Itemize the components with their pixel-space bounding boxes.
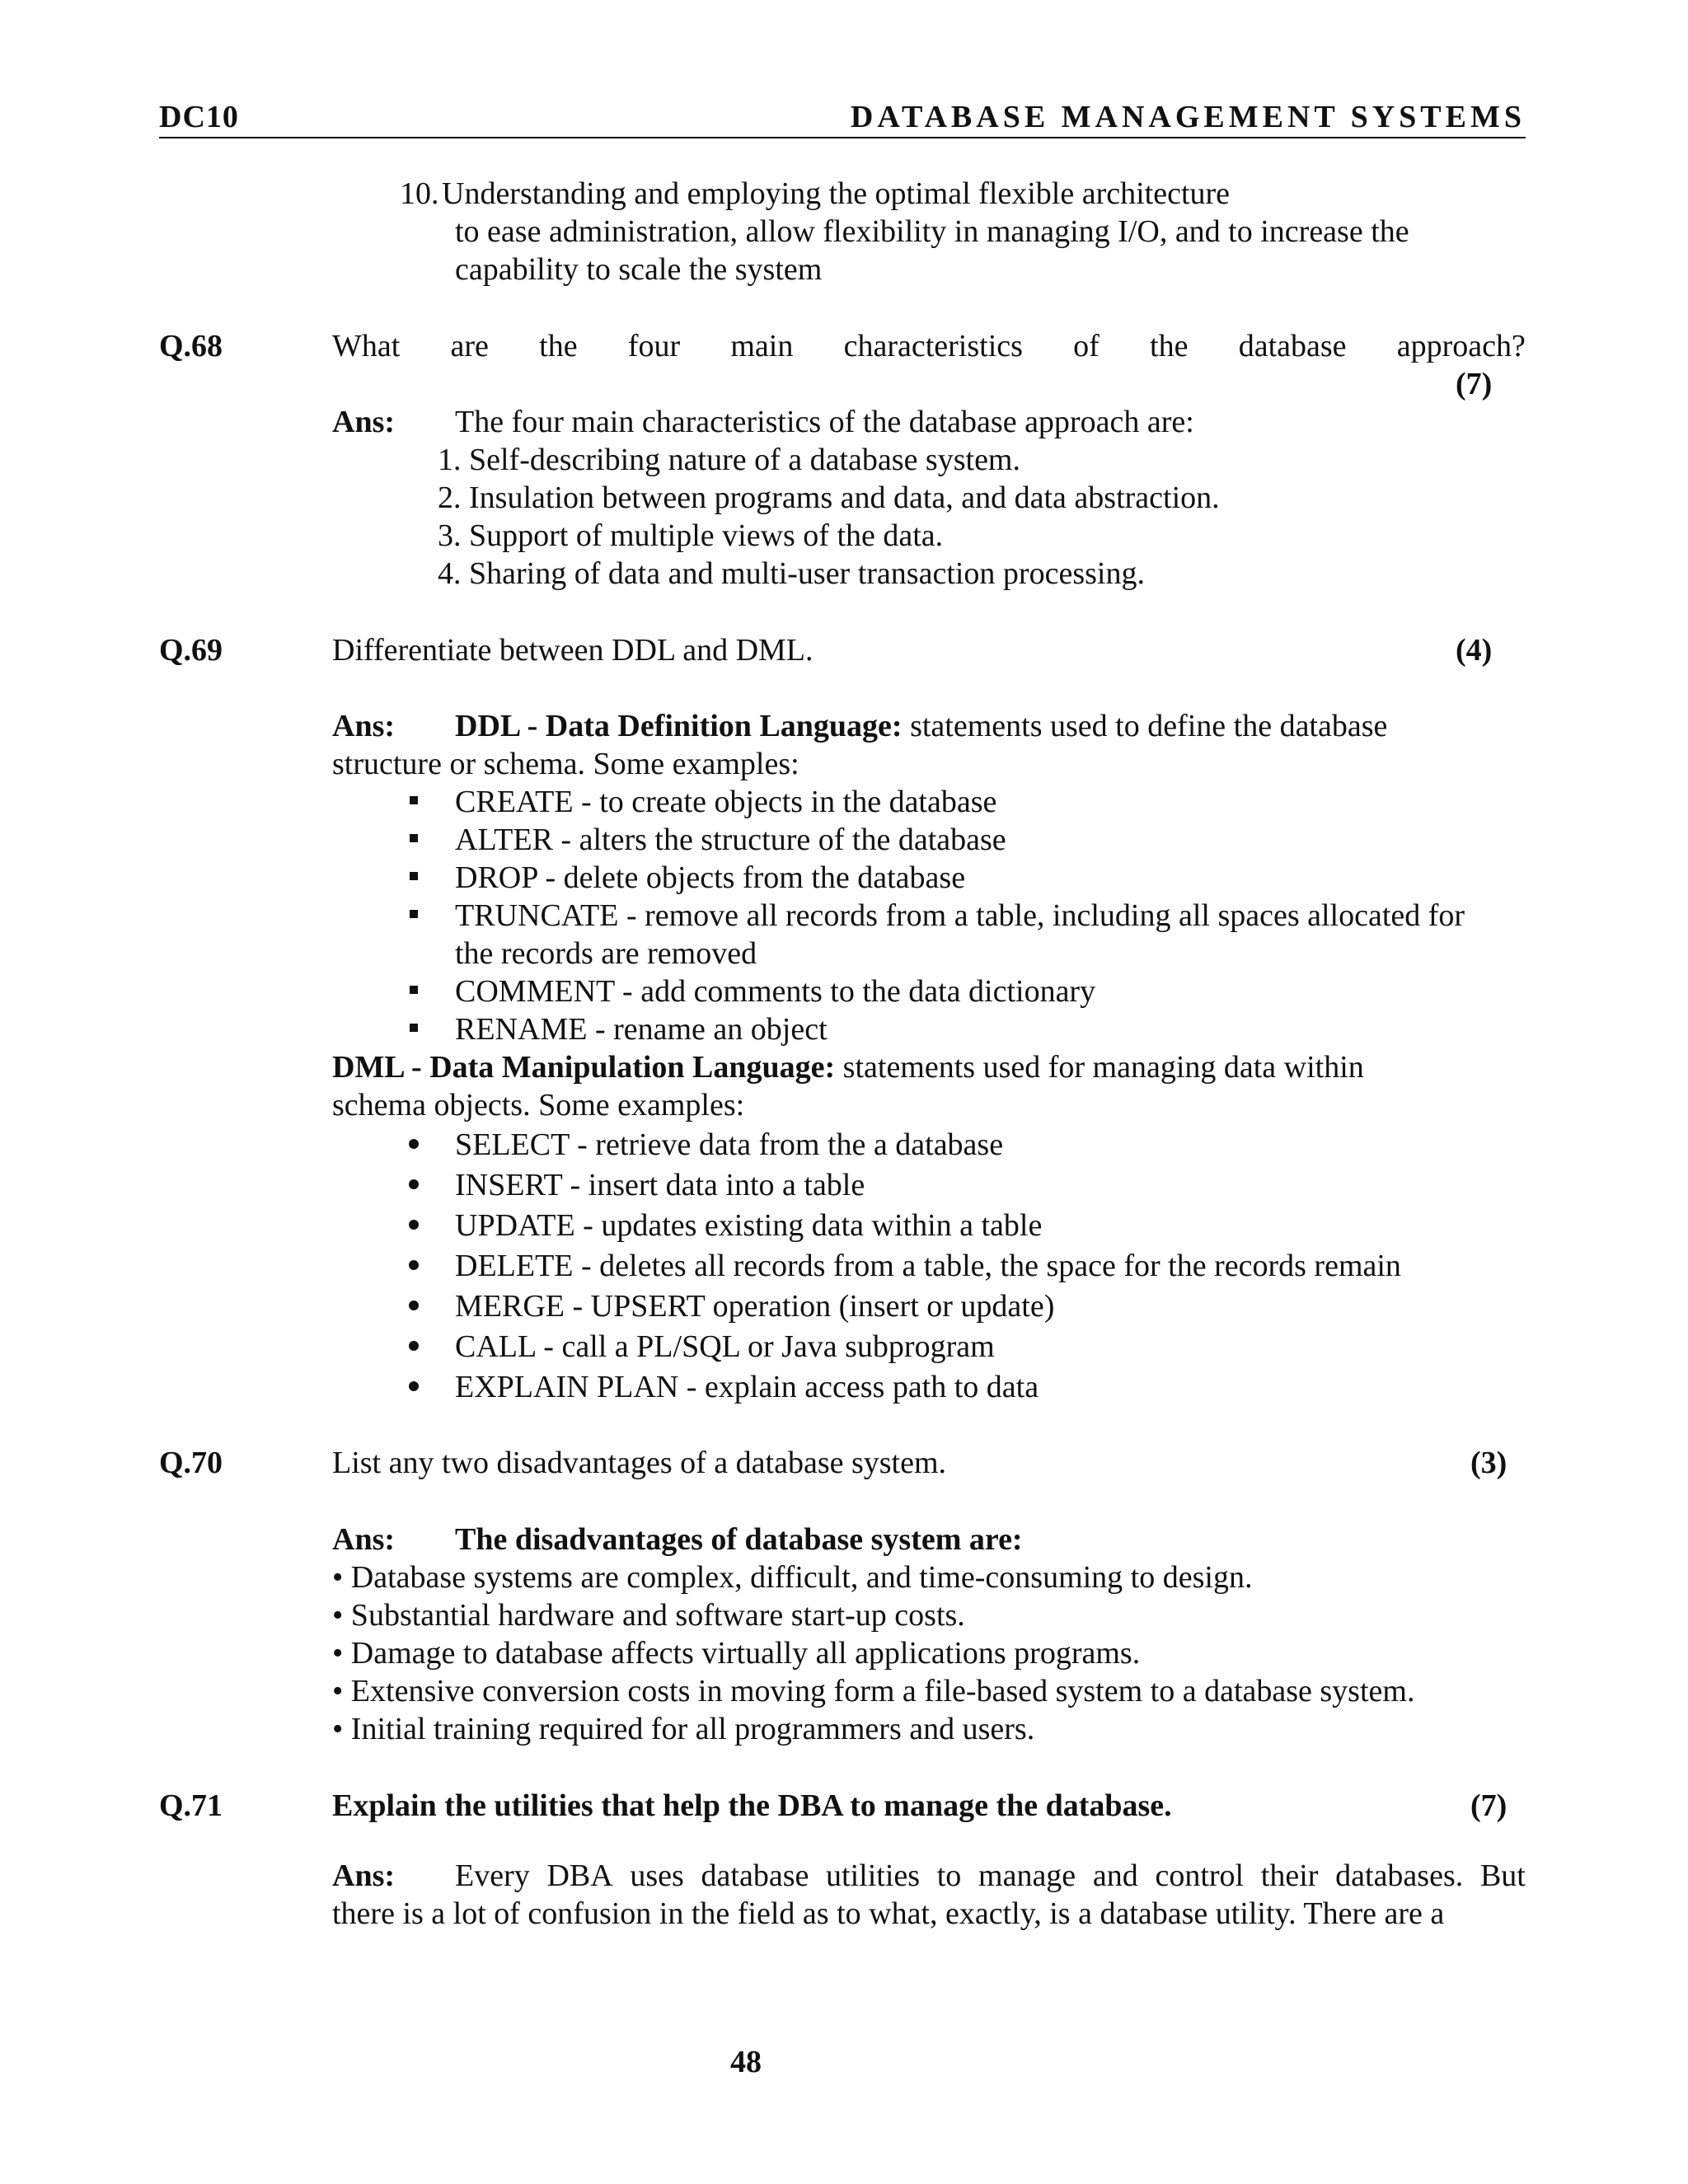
header-course-code: DC10 [159, 100, 239, 134]
dml-item: DELETE - deletes all records from a table, the space for the records remain [455, 1249, 1401, 1283]
square-bullet-icon [410, 986, 418, 994]
q71-word: their [1260, 1858, 1319, 1893]
q70-marks: (3) [1470, 1446, 1507, 1480]
intro-line-3: capability to scale the system [455, 252, 823, 287]
dml-item: UPDATE - updates existing data within a table [455, 1208, 1043, 1243]
q68-word: the [1150, 329, 1189, 363]
q68-item: 1. Self-describing nature of a database system. [438, 443, 1020, 477]
round-bullet-icon [409, 1220, 419, 1230]
q68-word: the [539, 329, 578, 363]
q70-item: • Damage to database affects virtually all applications programs. [332, 1636, 1141, 1671]
square-bullet-icon [410, 1024, 418, 1032]
q71-ans-label: Ans: [332, 1858, 396, 1893]
square-bullet-icon [410, 910, 418, 918]
q71-word: and [1092, 1858, 1138, 1893]
square-bullet-icon [410, 796, 418, 804]
dml-item: MERGE - UPSERT operation (insert or update) [455, 1289, 1055, 1324]
page-number: 48 [730, 2045, 762, 2079]
q68-word: approach? [1396, 329, 1526, 363]
q71-word: databases. [1335, 1858, 1464, 1893]
q69-number: Q.69 [159, 633, 223, 668]
q71-answer-line-1 [455, 1857, 1526, 1895]
square-bullet-icon [410, 834, 418, 842]
q68-item: 3. Support of multiple views of the data. [438, 518, 944, 553]
q69-ddl-line-1 [455, 707, 1387, 745]
header-title: DATABASE MANAGEMENT SYSTEMS [850, 100, 1526, 134]
q68-word: database [1238, 329, 1347, 363]
q70-number: Q.70 [159, 1446, 223, 1480]
q71-word: database [701, 1858, 809, 1893]
q70-item: • Initial training required for all programmers and users. [332, 1712, 1035, 1746]
q71-question: Explain the utilities that help the DBA to manage the database. [332, 1788, 1172, 1823]
q68-question [332, 327, 1526, 365]
round-bullet-icon [409, 1301, 419, 1310]
q69-ddl-line-2: structure or schema. Some examples: [332, 747, 799, 781]
q68-number: Q.68 [159, 329, 223, 363]
q68-word: characteristics [843, 329, 1023, 363]
ddl-item: ALTER - alters the structure of the database [455, 823, 1006, 857]
q71-word: Every [455, 1858, 530, 1893]
dml-item: CALL - call a PL/SQL or Java subprogram [455, 1329, 995, 1364]
ddl-item: DROP - delete objects from the database [455, 860, 966, 895]
round-bullet-icon [409, 1139, 419, 1149]
q71-marks: (7) [1470, 1788, 1507, 1823]
q68-word: of [1073, 329, 1100, 363]
intro-line-2: to ease administration, allow flexibility in managing I/O, and to increase the [455, 214, 1409, 249]
q71-word: control [1155, 1858, 1245, 1893]
dml-item: SELECT - retrieve data from the a database [455, 1127, 1004, 1162]
ddl-item: TRUNCATE - remove all records from a table, including all spaces allocated for [455, 898, 1465, 933]
q68-word: What [332, 329, 401, 363]
q70-item: • Substantial hardware and software start-up costs. [332, 1598, 965, 1633]
q69-marks: (4) [1456, 633, 1493, 668]
q68-ans-label: Ans: [332, 405, 396, 439]
q71-word: manage [978, 1858, 1076, 1893]
q68-word: are [450, 329, 489, 363]
q68-item: 4. Sharing of data and multi-user transaction processing. [438, 556, 1145, 591]
q70-item: • Database systems are complex, difficult, and time-consuming to design. [332, 1560, 1253, 1595]
ddl-item-continuation: the records are removed [455, 936, 757, 971]
q71-word: But [1479, 1858, 1526, 1893]
dml-description: statements used for managing data within [835, 1050, 1364, 1085]
round-bullet-icon [409, 1260, 419, 1270]
q68-word: main [730, 329, 794, 363]
q69-dml-line-1 [332, 1048, 1364, 1086]
q68-item: 2. Insulation between programs and data, and data abstraction. [438, 480, 1220, 515]
q68-ans-intro: The four main characteristics of the database approach are: [455, 405, 1194, 439]
intro-item-number: 10. [400, 176, 439, 211]
q71-word: utilities [826, 1858, 921, 1893]
q70-ans-heading: The disadvantages of database system are: [455, 1522, 1023, 1557]
ddl-item: CREATE - to create objects in the database [455, 785, 997, 819]
q71-number: Q.71 [159, 1788, 223, 1823]
ddl-item: COMMENT - add comments to the data dictionary [455, 974, 1096, 1009]
dml-heading: DML - Data Manipulation Language: [332, 1050, 836, 1085]
dml-item: EXPLAIN PLAN - explain access path to data [455, 1370, 1039, 1404]
q70-item: • Extensive conversion costs in moving form a file-based system to a database system. [332, 1674, 1415, 1708]
square-bullet-icon [410, 872, 418, 880]
running-header [159, 99, 1526, 138]
q71-word: uses [630, 1858, 684, 1893]
q71-word: to [936, 1858, 962, 1893]
ddl-heading: DDL - Data Definition Language: [455, 709, 903, 743]
q71-word: DBA [546, 1858, 613, 1893]
q70-question: List any two disadvantages of a database system. [332, 1446, 947, 1480]
intro-line-1: Understanding and employing the optimal flexible architecture [442, 176, 1231, 211]
q68-word: four [627, 329, 681, 363]
round-bullet-icon [409, 1179, 419, 1189]
q71-answer-line-2: there is a lot of confusion in the field as to what, exactly, is a database utility. There are a [332, 1896, 1445, 1931]
round-bullet-icon [409, 1381, 419, 1391]
q70-ans-label: Ans: [332, 1522, 396, 1557]
q69-ans-label: Ans: [332, 709, 396, 743]
round-bullet-icon [409, 1341, 419, 1351]
q68-marks: (7) [1456, 367, 1493, 401]
ddl-description: statements used to define the database [902, 709, 1388, 743]
ddl-item: RENAME - rename an object [455, 1012, 828, 1047]
q69-dml-line-2: schema objects. Some examples: [332, 1088, 745, 1122]
q69-question: Differentiate between DDL and DML. [332, 633, 814, 668]
dml-item: INSERT - insert data into a table [455, 1168, 865, 1202]
